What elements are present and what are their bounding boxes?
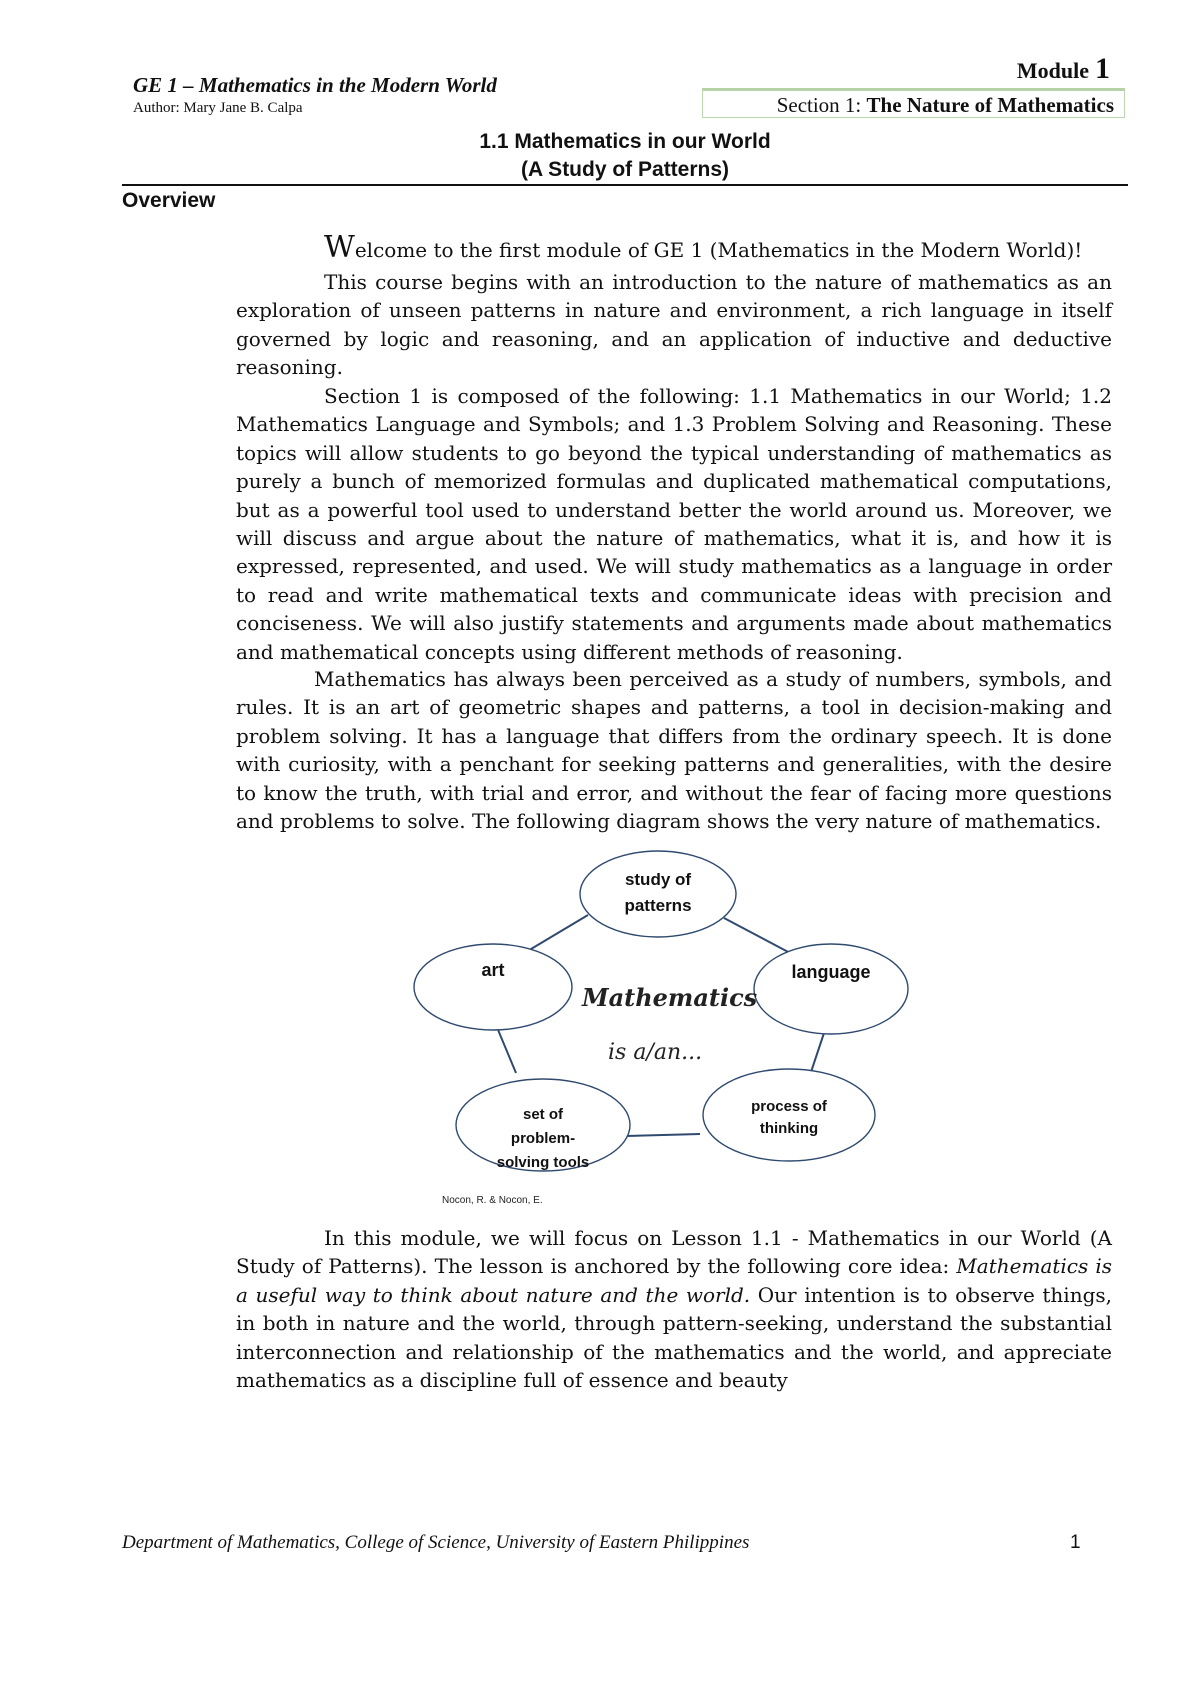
module-number: 1	[1095, 52, 1110, 85]
overview-heading: Overview	[122, 189, 216, 212]
node-process-line2: thinking	[759, 1120, 819, 1137]
nature-of-math-diagram	[400, 850, 940, 1210]
node-process	[724, 1096, 854, 1140]
node-study	[598, 867, 718, 919]
module-label	[1017, 52, 1110, 86]
author-line: Author: Mary Jane B. Calpa	[133, 100, 303, 116]
node-art-ellipse	[414, 944, 572, 1030]
edge-tools-process	[626, 1134, 700, 1136]
section-text: Section 1 is composed of the following: 1.1 Mathematics in our World; 1.2 Mathematics Language and Symbols; and 1.3 Problem Solving and Reasoning. These topics will allow students to go beyond the typical understanding of mathematics as purely a bunch of memorized formulas and duplicated mathematical computations, but as a powerful tool used to understand better the world around us. Moreover, we will discuss and argue about the nature of mathematics, what it is, and how it is expressed, represented, and used. We will study mathematics as a language in order to read and write mathematical texts and communicate ideas with precision and conciseness. We will also justify statements and arguments made about mathematics and mathematical concepts using different methods of reasoning.	[236, 384, 1112, 664]
welcome-text: elcome to the first module of GE 1 (Mathematics in the Modern World)!	[354, 238, 1083, 262]
dropcap: W	[324, 230, 355, 265]
footer-department: Department of Mathematics, College of Science, University of Eastern Philippines	[122, 1532, 750, 1553]
section-prefix: Section 1:	[776, 93, 862, 117]
diagram-credit: Nocon, R. & Nocon, E.	[442, 1195, 543, 1206]
module-word: Module	[1016, 58, 1089, 83]
header-rule	[122, 184, 1128, 186]
diagram-center-subtitle: is a/an...	[608, 1040, 703, 1065]
core-idea: Mathematics is a useful way to think about nature and the world.	[236, 1254, 1112, 1307]
node-tools-line1: set of	[522, 1106, 563, 1123]
course-title: GE 1 – Mathematics in the Modern World	[133, 73, 497, 97]
nature-text: Mathematics has always been perceived as a study of numbers, symbols, and rules. It is an art of geometric shapes and patterns, a tool in decision-making and problem solving. It has a language that differs from the ordinary speech. It is done with curiosity, with a penchant for seeking patterns and generalities, with the desire to know the truth, with trial and error, and without the fear of facing more questions and problems to solve. The following diagram shows the very nature of mathematics.	[236, 667, 1112, 834]
welcome-paragraph	[236, 230, 1112, 265]
section-paragraph	[236, 382, 1112, 666]
nature-paragraph	[236, 665, 1112, 835]
node-tools-line2: problem-	[510, 1130, 576, 1147]
node-language-ellipse	[754, 944, 908, 1034]
edge-study-language	[724, 918, 792, 954]
lesson-focus-text-a: In this module, we will focus on Lesson 1.1 - Mathematics in our World (A Study of Patterns). The lesson is anchored by the following core idea:	[236, 1226, 1112, 1279]
section-banner	[702, 88, 1125, 118]
node-tools-line3: solving tools	[496, 1154, 590, 1171]
lesson-title	[420, 128, 830, 184]
intro-paragraph	[236, 268, 1112, 382]
node-study-line1: study of	[624, 870, 692, 889]
section-name: The Nature of Mathematics	[866, 93, 1114, 117]
edge-art-tools	[496, 1025, 516, 1073]
lesson-title-line2: (A Study of Patterns)	[520, 158, 730, 181]
node-study-line2: patterns	[624, 896, 692, 915]
lesson-title-line1: 1.1 Mathematics in our World	[479, 130, 771, 153]
node-language: language	[791, 962, 871, 982]
diagram-center-title: Mathematics	[582, 983, 758, 1012]
lesson-focus-paragraph	[236, 1224, 1112, 1394]
intro-text: This course begins with an introduction to the nature of mathematics as an exploration of unseen patterns in nature and environment, a rich language in itself governed by logic and reasoning, and an application of inductive and deductive reasoning.	[236, 270, 1112, 380]
node-art: art	[481, 960, 505, 980]
page-number: 1	[1070, 1532, 1081, 1553]
node-process-line1: process of	[751, 1098, 827, 1115]
lesson-focus-text-b: Our intention is to observe things, in both in nature and the world, through pattern-seeking, understand the substantial interconnection and relationship of the mathematics and the world, and appreciate mathematics as a discipline full of essence and beauty	[236, 1282, 1112, 1393]
node-tools	[478, 1103, 608, 1173]
